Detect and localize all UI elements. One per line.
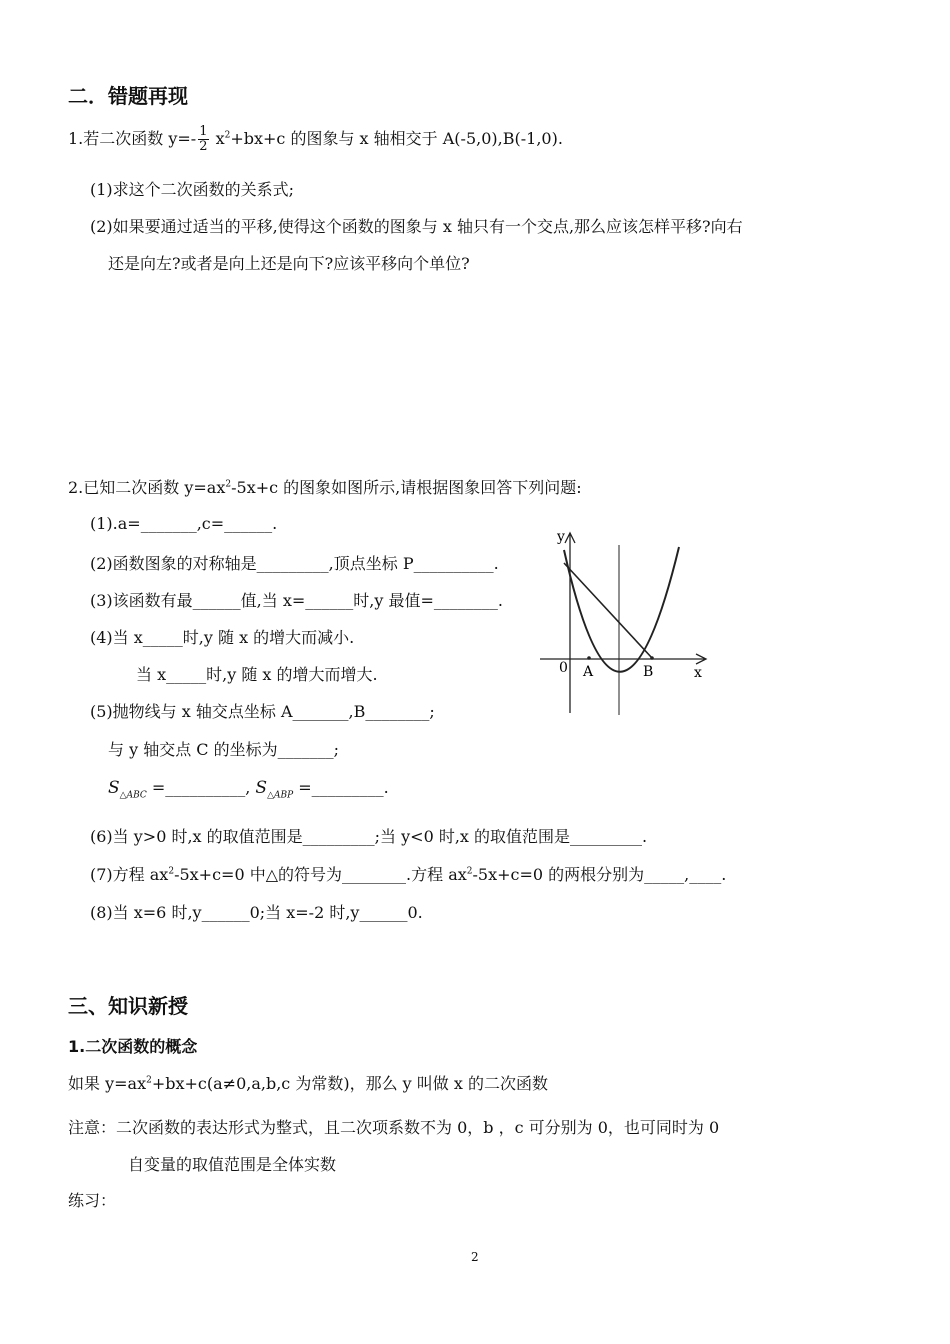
q1-x: x <box>210 129 225 148</box>
q2-part-5a: (5)抛物线与 x 轴交点坐标 A_______,B________; <box>90 702 435 721</box>
line-cb <box>564 563 652 658</box>
parabola-graph <box>530 525 720 720</box>
parabola-curve <box>564 547 679 672</box>
q2-part-8: (8)当 x=6 时,y______0;当 x=-2 时,y______0. <box>90 903 423 922</box>
point-b-label: B <box>643 664 654 680</box>
section-2-title: 二．错题再现 <box>68 84 188 108</box>
q2-part-3: (3)该函数有最______值,当 x=______时,y 最值=________. <box>90 591 503 610</box>
point-a <box>587 656 591 660</box>
q1-prefix: 1.若二次函数 y=- <box>68 129 197 148</box>
note-line-2: 自变量的取值范围是全体实数 <box>128 1155 337 1174</box>
q1-suffix: +bx+c 的图象与 x 轴相交于 A(-5,0),B(-1,0). <box>230 129 563 148</box>
q2-part-4b: 当 x_____时,y 随 x 的增大而增大. <box>136 665 378 684</box>
q2-part-5b: 与 y 轴交点 C 的坐标为_______; <box>108 740 340 759</box>
q2-part-7: (7)方程 $ax^2-5x+c=0$ 中△的符号为________.方程 $ax^2-5x+c=0$ 的两根分别为_____,____. <box>90 865 727 884</box>
q2-area-line <box>108 778 389 800</box>
point-b <box>650 656 654 660</box>
q1-fraction-denominator: 2 <box>199 139 208 154</box>
q1-fraction <box>198 125 208 154</box>
q1-part-2-line-1: (2)如果要通过适当的平移,使得这个函数的图象与 x 轴只有一个交点,那么应该怎样平移?向右 <box>90 217 743 236</box>
q1-part-1: (1)求这个二次函数的关系式; <box>90 180 295 199</box>
concept-heading: 1.二次函数的概念 <box>68 1037 198 1056</box>
q2-stem-b: -5x+c 的图象如图所示,请根据图象回答下列问题: <box>231 478 582 497</box>
q2-stem-exponent: 2 <box>225 479 232 490</box>
question-2-stem <box>68 475 582 498</box>
area-abc-blank: =__________, <box>146 778 251 797</box>
q2-stem-a: 2.已知二次函数 y=ax <box>68 478 226 497</box>
page-number: 2 <box>471 1250 479 1264</box>
q1-exponent: 2 <box>224 130 231 141</box>
x-axis-label: x <box>694 665 702 681</box>
area-abp-blank: =_________. <box>293 778 389 797</box>
area-symbol-abc: $S_{\triangle ABC}$ <box>108 778 147 801</box>
practice-label: 练习： <box>68 1191 117 1210</box>
q1-part-2-line-2: 还是向左?或者是向上还是向下?应该平移向个单位? <box>108 254 470 273</box>
y-axis-label: y <box>557 529 565 545</box>
point-a-label: A <box>583 664 594 680</box>
section-3-title: 三、知识新授 <box>68 994 188 1018</box>
area-symbol-abp: $S_{\triangle ABP}$ <box>255 778 294 801</box>
q2-part-4a: (4)当 x_____时,y 随 x 的增大而减小. <box>90 628 355 647</box>
q1-fraction-numerator: 1 <box>199 124 208 139</box>
q2-part-2: (2)函数图象的对称轴是_________,顶点坐标 P__________. <box>90 554 499 573</box>
origin-label: 0 <box>559 660 568 676</box>
note-line-1: 注意：二次函数的表达形式为整式，且二次项系数不为 0，b ，c 可分别为 0，也可同时为 0 <box>68 1118 720 1137</box>
q2-part-6: (6)当 y>0 时,x 的取值范围是_________;当 y<0 时,x 的取值范围是_________. <box>90 827 648 846</box>
definition-line: 如果 $y=ax^2+bx+c(a\ne 0,a,b,c$ 为常数)，那么 y 叫做 x 的二次函数 <box>68 1074 548 1093</box>
question-1-stem <box>68 125 563 154</box>
q2-part-1: (1).a=_______,c=______. <box>90 514 278 533</box>
